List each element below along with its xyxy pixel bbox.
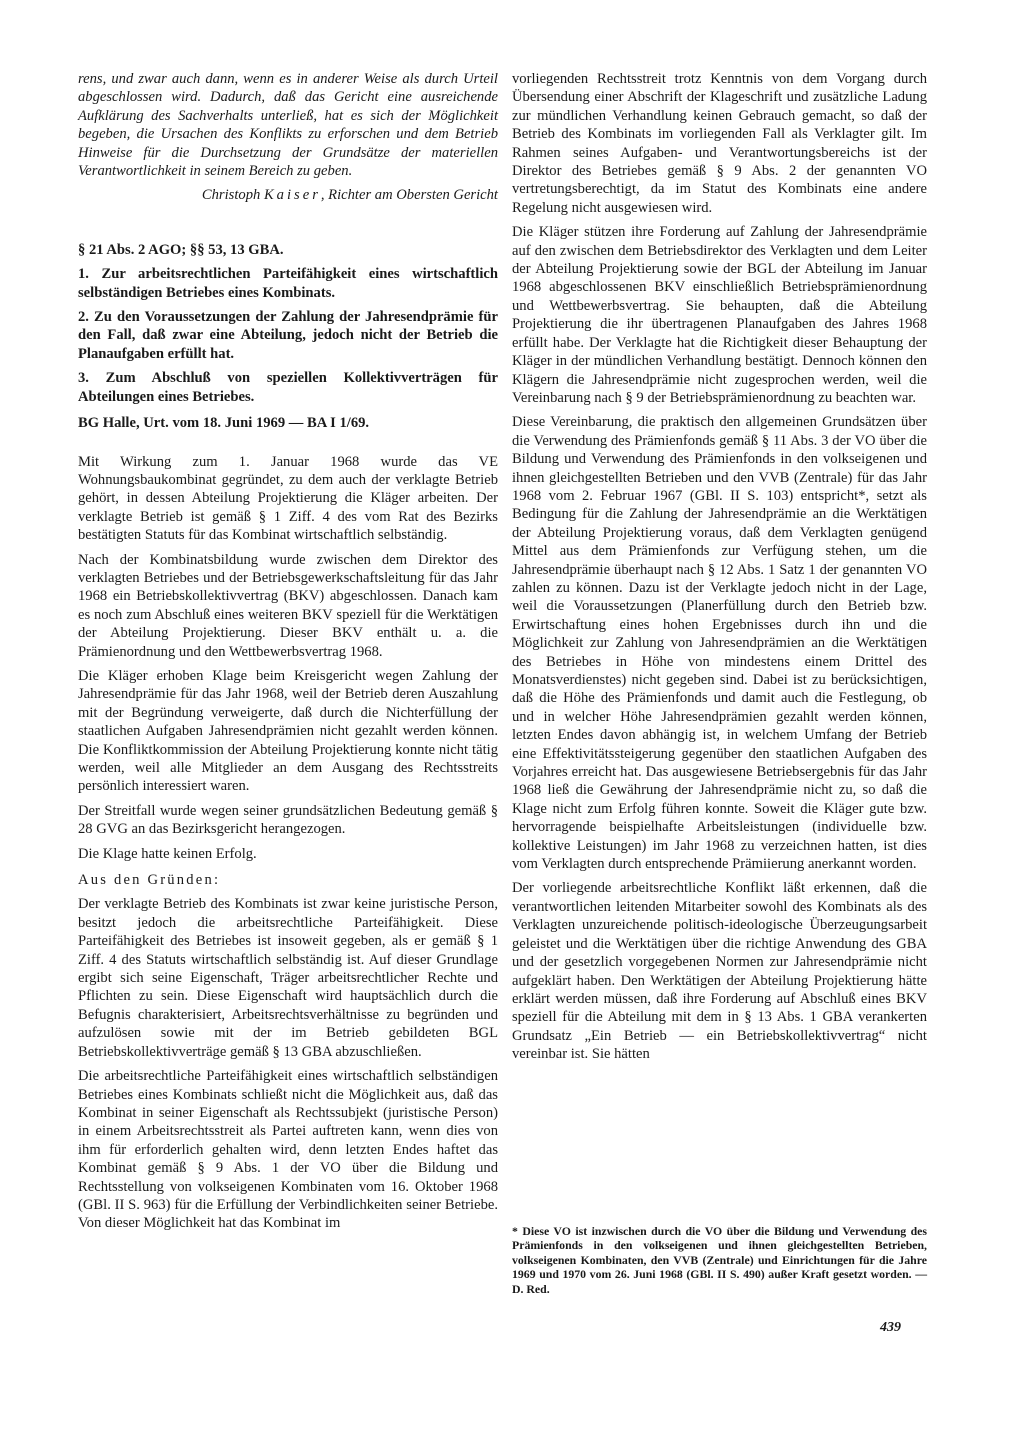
signature-surname: Kaiser [263,187,321,204]
lead-1: 1. Zur arbeitsrechtlichen Parteifähigkeit eines wirtschaftlich selbständigen Betriebes eines Kombinats. [78,266,498,301]
paragraph: Die Klage hatte keinen Erfolg. [78,845,257,862]
left-column [78,70,498,1239]
paragraph: Diese Vereinbarung, die praktisch den allgemeinen Grundsätzen über die Verwendung des Prämienfonds gemäß § 11 Abs. 3 der VO über die Bildung und Verwendung des Prämienfonds in den volkseigenen und ihnen gleichgestellten Betrieben und den VVB (Zentrale) für das Jahr 1968 vom 2. Februar 1967 (GBl. II S. 103) entspricht*, setzt als Bedingung für die Zahlung der Jahresendprämie an die Werktätigen der Abteilung Projektierung voraus, daß dem Verklagten genügend Mittel aus dem Prämienfonds zur Verfügung stehen, um die Jahresendprämie überhaupt nach § 12 Abs. 1 Satz 1 der genannten VO zahlen zu können. Dazu ist der Verklagte jedoch nicht in der Lage, weil die Voraussetzungen (Planerfüllung durch den Betrieb bzw. Erwirtschaftung eines hohen Ergebnisses durch ihn und die Möglichkeit zur Zahlung von Jahresendprämien an die Werktätigen des Betriebes in Höhe von mindestens einem Drittel des Monatsverdienstes) nicht gegeben sind. Dabei ist zu berücksichtigen, daß die Höhe des Prämienfonds und damit auch die Festlegung, ob und in welcher Höhe Jahresendprämien gezahlt werden können, letzten Endes davon abhängig ist, in welchem Umfang der Betrieb eine Effektivitätssteigerung gegenüber den staatlichen Aufgaben des Vorjahres erreicht hat. Das ausgewiesene Betriebsergebnis für das Jahr 1968 ließ die Gewährung der Jahresendprämie nicht zu, so daß die Klage nicht zum Erfolg führen konnte. Soweit die Kläger gute bzw. hervorragende beispielhafte Arbeitsleistungen (individuelle bzw. kollektive Leistungen) im Jahr 1968 zu verzeichnen hatten, ist dies vom Verklagten durch entsprechende Prämiierung anerkannt worden. [512,414,927,873]
paragraph: Die Kläger erhoben Klage beim Kreisgericht wegen Zahlung der Jahresendprämie für das Jahr 1968, weil der Betrieb deren Auszahlung mit der Begründung verweigerte, daß durch die Nichterfüllung der staatlichen Aufgaben Jahresendprämien nicht gezahlt werden können. Die Konfliktkommission der Abteilung Projektierung konnte nicht tätig werden, weil alle Mitglieder an dem Ausgang des Rechtsstreits persönlich interessiert waren. [78,667,498,795]
paragraph: Der verklagte Betrieb des Kombinats ist zwar keine juristische Person, besitzt jedoch die arbeitsrechtliche Parteifähigkeit. Diese Parteifähigkeit des Betriebes ist insoweit gegeben, als er gemäß § 1 Ziff. 4 des Statuts wirtschaftlich selbständig ist. Auf dieser Grundlage ergibt sich seine Eigenschaft, Träger arbeitsrechtlicher Rechte und Pflichten zu sein. Diese Eigenschaft wird hauptsächlich durch die Befugnis charakterisiert, Arbeitsrechtsverhältnisse zu begründen und aufzulösen sowie mit der im Betrieb gebildeten BGL Betriebskollektivverträge gemäß § 13 GBA abzuschließen. [78,896,498,1060]
signature-title: , Richter am Obersten Gericht [320,187,498,204]
paragraph: Der Streitfall wurde wegen seiner grundsätzlichen Bedeutung gemäß § 28 GVG an das Bezirksgericht herangezogen. [78,802,498,838]
right-column [512,70,927,1070]
footnote: * Diese VO ist inzwischen durch die VO über die Bildung und Verwendung des Prämienfonds in den volkseigenen und ihnen gleichgestellten Betrieben, volkseigenen Kombinaten, den VVB (Zentrale) und Einrichtungen für die Jahre 1969 und 1970 vom 26. Juni 1968 (GBl. II S. 490) außer Kraft gesetzt worden. — D. Red. [512,1224,927,1296]
paragraph: Nach der Kombinatsbildung wurde zwischen dem Direktor des verklagten Betriebes und der Betriebsgewerkschaftsleitung für das Jahr 1968 ein Betriebskollektivvertrag (BKV) abgeschlossen. Danach kam es noch zum Abschluß eines weiteren BKV speziell für die Werktätigen der Abteilung Projektierung. Dieser BKV enthält u. a. die Prämienordnung und den Wettbewerbsvertrag 1968. [78,551,498,660]
reasons-heading: Aus den Gründen: [78,872,221,889]
signature [78,186,498,204]
lead-2: 2. Zu den Voraussetzungen der Zahlung der Jahresendprämie für den Fall, daß zwar eine Abteilung, jedoch nicht der Betrieb die Planaufgaben erfüllt hat. [78,309,498,362]
intro-paragraph: rens, und zwar auch dann, wenn es in anderer Weise als durch Urteil abgeschlossen wird. Dadurch, daß das Gericht eine ausreichende Aufklärung des Sachverhalts unterließ, hat es sich der Möglichkeit begeben, die Ursachen des Konflikts zu erforschen und dem Betrieb Hinweise für die Durchsetzung der Grundsätze der materiellen Verantwortlichkeit in seinem Bereich zu geben. [78,71,498,180]
paragraph: Der vorliegende arbeitsrechtliche Konflikt läßt erkennen, daß die verantwortlichen leitenden Mitarbeiter sowohl des Kombinats als des Verklagten unzureichende politisch-ideologische Überzeugungsarbeit geleistet und die Werktätigen über die richtige Anwendung des GBA und der gesetzlich vorgegebenen Normen zur Jahresendprämie nicht aufgeklärt haben. Den Werktätigen der Abteilung Projektierung hätte erklärt werden müssen, daß ihre Forderung auf Abschluß eines BKV speziell für die Abteilung mit dem in § 13 Abs. 1 GBA verankerten Grundsatz „Ein Betrieb — ein Betriebskollektivvertrag“ nicht vereinbar ist. Sie hätten [512,880,927,1063]
court-citation: BG Halle, Urt. vom 18. Juni 1969 — BA I 1/69. [78,415,370,432]
paragraph: vorliegenden Rechtsstreit trotz Kenntnis von dem Vorgang durch Übersendung einer Abschrift der Klageschrift und zusätzliche Ladung zur mündlichen Verhandlung keinen Gebrauch gemacht, so daß der Betrieb des Kombinats im vorliegenden Fall als Verklagter gilt. Im Rahmen seines Aufgaben- und Verantwortungsbereichs ist der Direktor des Betriebes gemäß § 9 Abs. 2 der genannten VO vertretungsberechtigt, da im Statut des Kombinats eine andere Regelung nicht ausgewiesen wird. [512,71,927,216]
paragraph: Mit Wirkung zum 1. Januar 1968 wurde das VE Wohnungsbaukombinat gegründet, zu dem auch der verklagte Betrieb gehört, in dessen Abteilung Projektierung die Kläger arbeiten. Der verklagte Betrieb ist gemäß § 1 Ziff. 4 des vom Rat des Bezirks bestätigten Statuts für das Kombinat wirtschaftlich selbständig. [78,453,498,544]
paragraph: Die Kläger stützen ihre Forderung auf Zahlung der Jahresendprämie auf den zwischen dem Betriebsdirektor des Verklagten und dem Leiter der Abteilung Projektierung sowie der BGL der Abteilung im Januar 1968 abgeschlossenen BKV einschließlich Betriebsprämienordnung und Wettbewerbsvertrag. Sie behaupten, daß die Abteilung Projektierung die ihr übertragenen Planaufgaben des Jahres 1968 erfüllt habe. Der Verklagte hat die Richtigkeit dieser Behauptung der Kläger in der mündlichen Verhandlung bestätigt. Dennoch können den Klägern die Jahresendprämie nicht zugesprochen werden, weil die Vereinbarung nach § 9 der Betriebsprämienordnung zu beachten war. [512,224,927,406]
page-number: 439 [880,1320,901,1335]
signature-first-name: Christoph [201,187,261,204]
paragraph: Die arbeitsrechtliche Parteifähigkeit eines wirtschaftlich selbständigen Betriebes eines Kombinats schließt nicht die Möglichkeit aus, daß das Kombinat in seiner Eigenschaft als Rechtssubjekt (juristische Person) in einem Arbeitsrechtsstreit als Partei auftreten kann, wenn dies von ihm für erforderlich gehalten wird, denn letzten Endes haftet das Kombinat gemäß § 9 Abs. 1 der VO über die Bildung und Rechtsstellung von volkseigenen Kombinaten vom 16. Oktober 1968 (GBl. II S. 963) für die Erfüllung der Verbindlichkeiten seiner Betriebe. Von dieser Möglichkeit hat das Kombinat im [78,1068,498,1232]
section-heading: § 21 Abs. 2 AGO; §§ 53, 13 GBA. [78,241,284,258]
lead-3: 3. Zum Abschluß von speziellen Kollektivverträgen für Abteilungen eines Betriebes. [78,370,498,405]
